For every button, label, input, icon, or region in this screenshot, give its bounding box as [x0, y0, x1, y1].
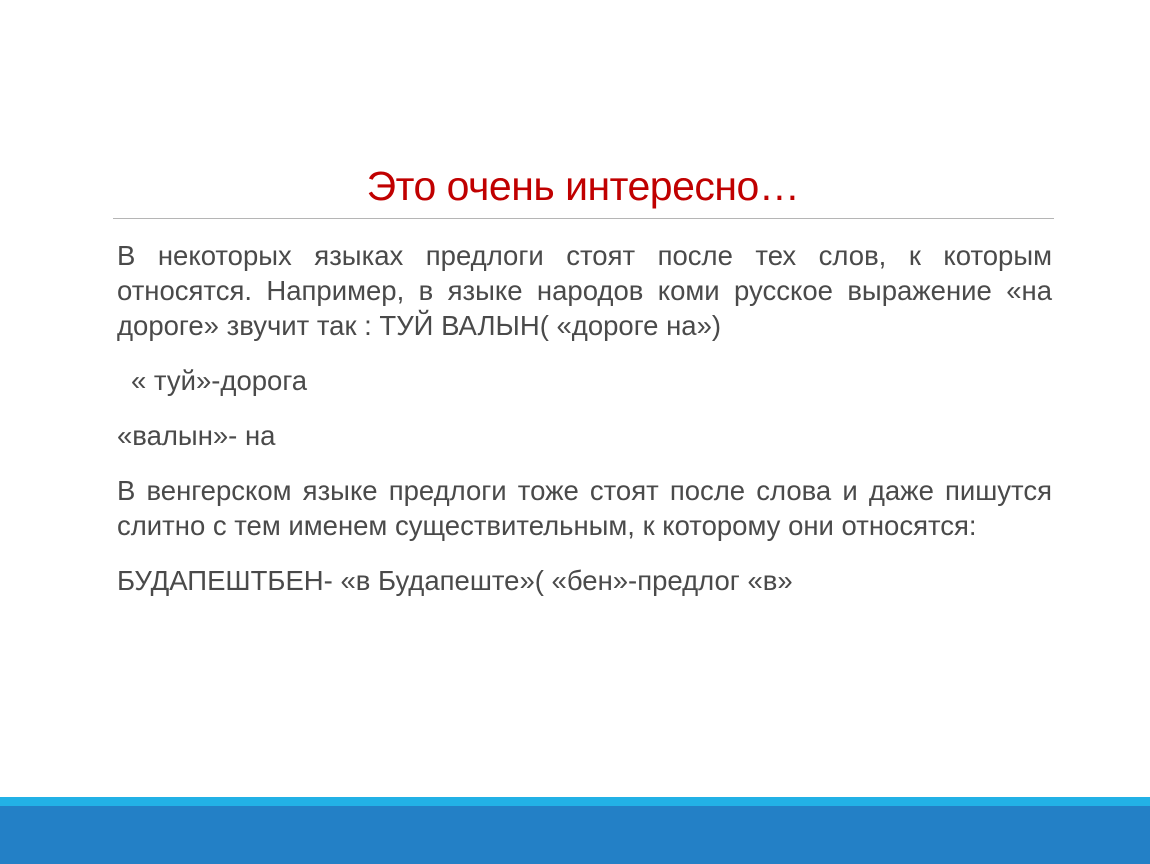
- title-divider: [113, 218, 1054, 219]
- paragraph-tuy-definition: « туй»-дорога: [131, 365, 308, 396]
- paragraph-valyn-definition: «валын»- на: [117, 420, 276, 451]
- paragraph-komi-example: В некоторых языках предлоги стоят после тех слов, к которым относятся. Например, в языке народов коми русское выражение «на дороге» звучит так : ТУЙ ВАЛЫН( «дороге на»): [117, 240, 1052, 341]
- paragraph-hungarian-example: В венгерском языке предлоги тоже стоят после слова и даже пишутся слитно с тем именем существительным, к которому они относятся:: [117, 475, 1052, 541]
- footer-accent-bar: [0, 797, 1150, 806]
- paragraph-budapest-example: БУДАПЕШТБЕН- «в Будапеште»( «бен»-предлог «в»: [117, 565, 793, 596]
- slide-title: Это очень интересно…: [366, 163, 800, 209]
- footer-bar: [0, 806, 1150, 864]
- slide-body: [117, 238, 1052, 598]
